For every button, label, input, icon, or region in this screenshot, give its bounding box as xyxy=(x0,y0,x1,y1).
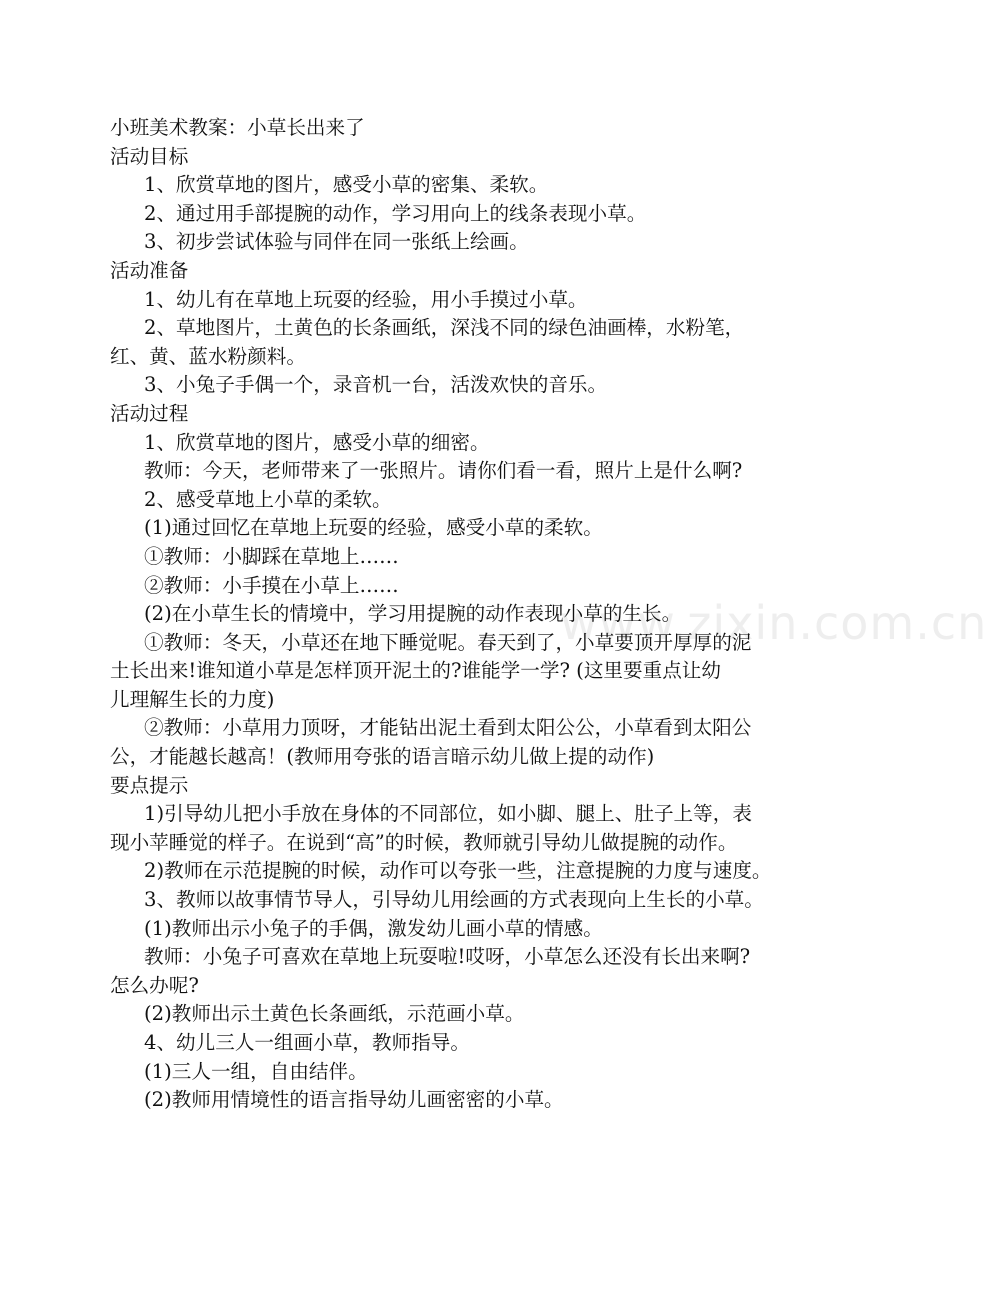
text-line: 2、通过用手部提腕的动作，学习用向上的线条表现小草。 xyxy=(144,201,647,225)
text-line: ①教师：小脚踩在草地上…… xyxy=(144,544,399,568)
text-line: 教师：今天，老师带来了一张照片。请你们看一看，照片上是什么啊? xyxy=(144,459,743,483)
watermark-text: www.zixin.com.cn xyxy=(560,596,987,650)
text-line: ①教师：冬天，小草还在地下睡觉呢。春天到了，小草要顶开厚厚的泥 xyxy=(144,630,752,654)
text-line: (2)教师出示土黄色长条画纸，示范画小草。 xyxy=(144,1002,525,1026)
text-line: (1)三人一组，自由结伴。 xyxy=(144,1059,368,1083)
text-line: 儿理解生长的力度) xyxy=(110,687,275,711)
text-line: 3、初步尝试体验与同伴在同一张纸上绘画。 xyxy=(144,230,529,254)
text-line: 现小苹睡觉的样子。在说到“高”的时候，教师就引导幼儿做提腕的动作。 xyxy=(110,830,738,854)
text-line: (2)教师用情境性的语言指导幼儿画密密的小草。 xyxy=(144,1088,564,1112)
text-line: 红、黄、蓝水粉颜料。 xyxy=(110,344,306,368)
text-line: 3、教师以故事情节导人，引导幼儿用绘画的方式表现向上生长的小草。 xyxy=(144,888,764,912)
section-heading: 活动目标 xyxy=(110,144,189,168)
text-line: 教师：小兔子可喜欢在草地上玩耍啦!哎呀，小草怎么还没有长出来啊? xyxy=(144,945,751,969)
document-body xyxy=(110,114,814,1115)
text-line: 土长出来!谁知道小草是怎样顶开泥土的?谁能学一学? (这里要重点让幼 xyxy=(110,659,721,683)
text-line: (1)教师出示小兔子的手偶，激发幼儿画小草的情感。 xyxy=(144,916,603,940)
text-line: 4、幼儿三人一组画小草，教师指导。 xyxy=(144,1031,470,1054)
text-line: 2)教师在示范提腕的时候，动作可以夸张一些，注意提腕的力度与速度。 xyxy=(144,859,772,883)
text-line: (1)通过回忆在草地上玩耍的经验，感受小草的柔软。 xyxy=(144,516,603,540)
section-heading: 活动过程 xyxy=(110,401,189,425)
text-line: 1)引导幼儿把小手放在身体的不同部位，如小脚、腿上、肚子上等，表 xyxy=(144,802,752,826)
text-line: 1、欣赏草地的图片，感受小草的密集、柔软。 xyxy=(144,173,549,197)
document-title: 小班美术教案：小草长出来了 xyxy=(110,116,365,139)
text-line: ②教师：小草用力顶呀，才能钻出泥土看到太阳公公，小草看到太阳公 xyxy=(144,716,752,740)
text-line: 2、感受草地上小草的柔软。 xyxy=(144,487,392,511)
text-line: (2)在小草生长的情境中，学习用提腕的动作表现小草的生长。 xyxy=(144,602,682,626)
text-line: 公，才能越长越高！(教师用夸张的语言暗示幼儿做上提的动作) xyxy=(110,745,655,769)
section-heading: 活动准备 xyxy=(110,258,189,282)
section-heading: 要点提示 xyxy=(110,773,189,797)
text-line: 怎么办呢? xyxy=(110,973,199,997)
text-line: 2、草地图片，土黄色的长条画纸，深浅不同的绿色油画棒，水粉笔， xyxy=(144,316,745,340)
text-line: 3、小兔子手偶一个，录音机一台，活泼欢快的音乐。 xyxy=(144,373,608,397)
text-line: 1、幼儿有在草地上玩耍的经验，用小手摸过小草。 xyxy=(144,287,588,311)
text-line: 1、欣赏草地的图片，感受小草的细密。 xyxy=(144,430,490,454)
text-line: ②教师：小手摸在小草上…… xyxy=(144,573,399,597)
